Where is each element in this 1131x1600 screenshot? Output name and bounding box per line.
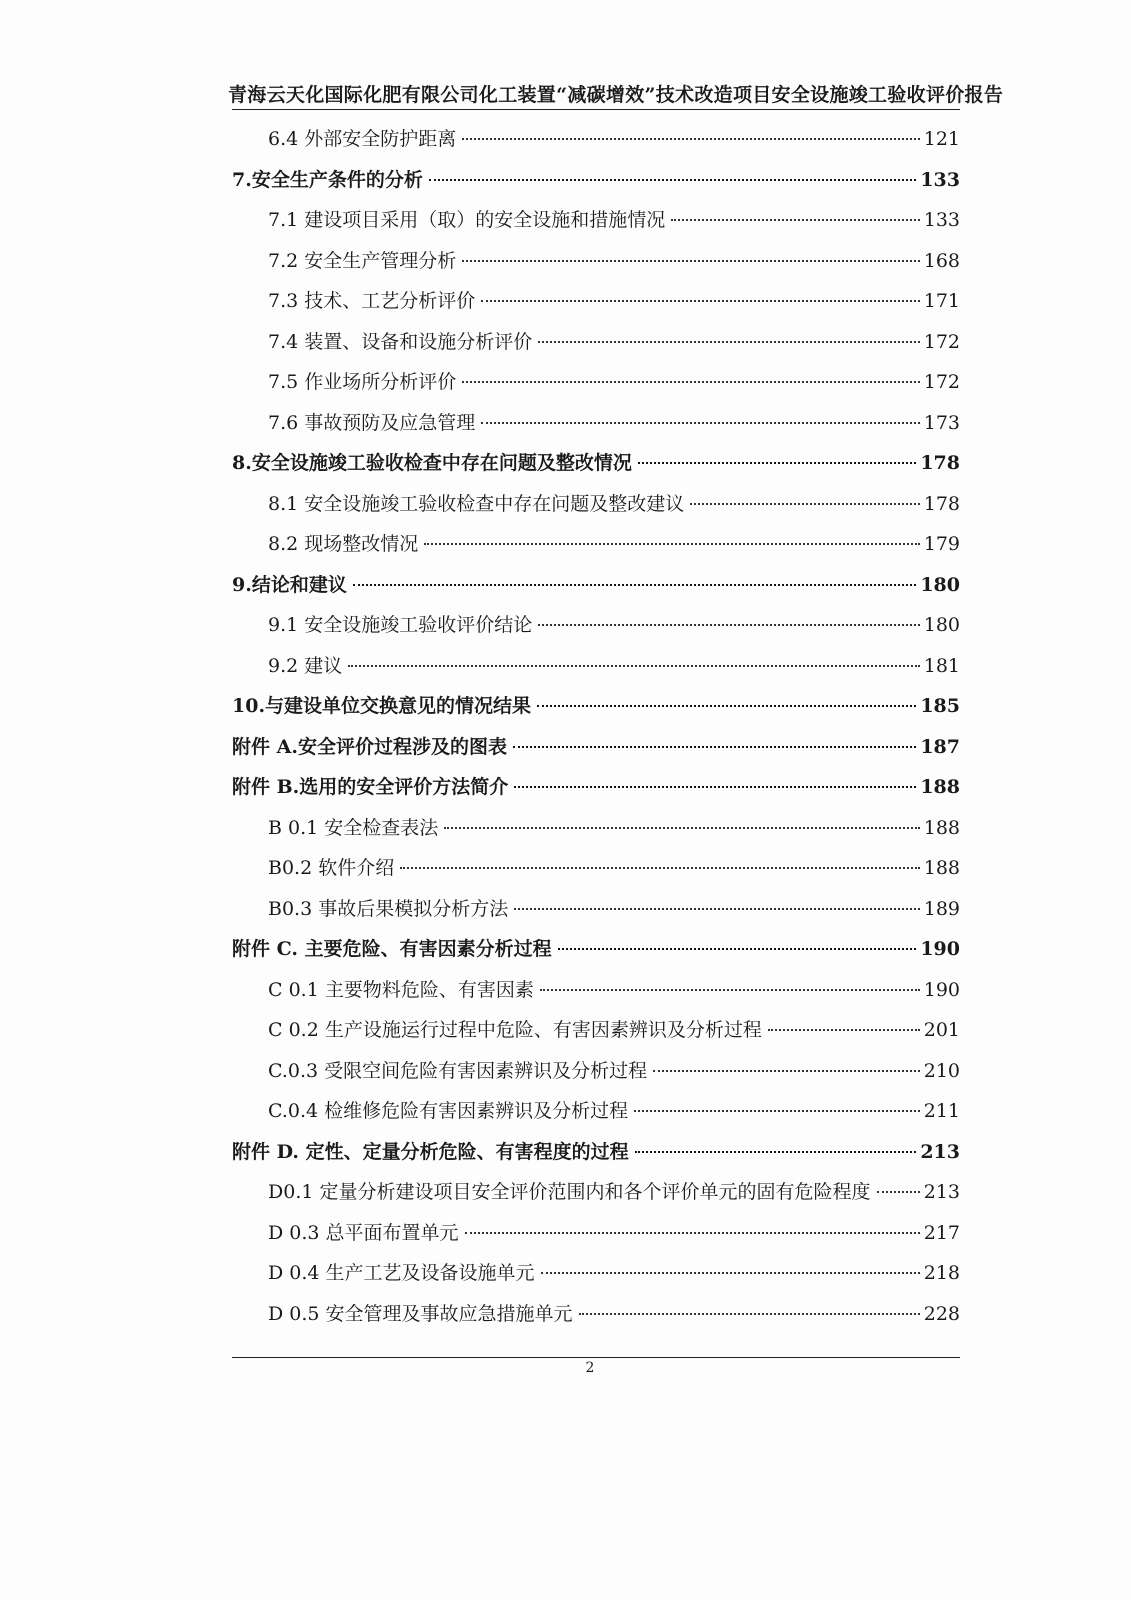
toc-entry[interactable]	[268, 367, 960, 397]
toc-dot-leader	[514, 908, 920, 910]
page-number: 2	[585, 1360, 595, 1376]
toc-dot-leader	[538, 341, 919, 343]
toc-dot-leader	[481, 300, 919, 302]
toc-entry[interactable]	[268, 1015, 960, 1045]
toc-entry-label: 8.安全设施竣工验收检查中存在问题及整改情况	[232, 452, 632, 474]
toc-entry-page-number: 180	[923, 614, 960, 636]
toc-entry-page-number: 228	[923, 1302, 960, 1325]
toc-entry-page-number: 185	[920, 695, 960, 717]
toc-entry-label: 7.6 事故预防及应急管理	[268, 411, 476, 434]
toc-dot-leader	[444, 827, 919, 829]
toc-entry[interactable]	[232, 448, 960, 478]
toc-entry-label: 7.2 安全生产管理分析	[268, 249, 457, 272]
toc-entry-page-number: 190	[923, 978, 960, 1001]
toc-entry-label: 附件 D. 定性、定量分析危险、有害程度的过程	[232, 1140, 629, 1163]
toc-entry-page-number: 217	[923, 1221, 960, 1244]
toc-entry-page-number: 168	[923, 249, 960, 272]
toc-dot-leader	[429, 179, 916, 181]
toc-dot-leader	[514, 786, 916, 788]
toc-dot-leader	[462, 381, 919, 383]
toc-entry-page-number: 218	[923, 1262, 960, 1284]
toc-entry[interactable]	[268, 1096, 960, 1126]
toc-dot-leader	[462, 260, 919, 262]
toc-entry-page-number: 190	[920, 938, 960, 960]
toc-entry-page-number: 133	[923, 209, 960, 231]
toc-entry-page-number: 188	[923, 816, 960, 839]
toc-dot-leader	[462, 138, 919, 140]
footer-divider	[232, 1357, 960, 1358]
toc-entry-label: 9.2 建议	[268, 654, 343, 677]
toc-dot-leader	[653, 1070, 920, 1072]
toc-entry-page-number: 133	[920, 168, 960, 191]
toc-entry-page-number: 178	[923, 492, 960, 515]
toc-entry-label: D 0.5 安全管理及事故应急措施单元	[268, 1302, 573, 1325]
toc-dot-leader	[579, 1313, 920, 1315]
toc-entry-page-number: 178	[920, 452, 960, 474]
toc-dot-leader	[690, 503, 919, 505]
toc-dot-leader	[877, 1191, 920, 1193]
toc-entry[interactable]	[268, 408, 960, 438]
toc-entry-label: B0.3 事故后果模拟分析方法	[268, 897, 509, 920]
toc-entry-page-number: 187	[920, 735, 960, 758]
toc-entry-label: 9.1 安全设施竣工验收评价结论	[268, 614, 533, 636]
toc-entry-page-number: 121	[923, 128, 960, 150]
toc-entry-label: 附件 B.选用的安全评价方法简介	[232, 776, 509, 798]
toc-entry-label: C.0.4 检维修危险有害因素辨识及分析过程	[268, 1100, 629, 1122]
toc-dot-leader	[638, 462, 916, 464]
toc-entry-label: 7.4 装置、设备和设施分析评价	[268, 330, 533, 353]
toc-entry-label: D 0.3 总平面布置单元	[268, 1221, 459, 1244]
toc-entry[interactable]	[268, 1258, 960, 1288]
toc-entry-label: 附件 C. 主要危险、有害因素分析过程	[232, 938, 552, 960]
toc-entry-label: C 0.2 生产设施运行过程中危险、有害因素辨识及分析过程	[268, 1019, 762, 1041]
toc-dot-leader	[635, 1151, 917, 1153]
toc-entry[interactable]	[268, 975, 960, 1005]
toc-entry-page-number: 173	[923, 411, 960, 434]
toc-entry-page-number: 213	[923, 1181, 960, 1203]
toc-entry-page-number: 201	[923, 1019, 960, 1041]
toc-entry-page-number: 213	[920, 1140, 960, 1163]
toc-dot-leader	[424, 543, 919, 545]
toc-entry-label: C.0.3 受限空间危险有害因素辨识及分析过程	[268, 1059, 648, 1082]
toc-entry[interactable]	[232, 772, 960, 802]
toc-entry-page-number: 189	[923, 897, 960, 920]
toc-entry[interactable]	[268, 853, 960, 883]
toc-entry[interactable]	[232, 934, 960, 964]
toc-entry-page-number: 181	[923, 654, 960, 677]
toc-dot-leader	[541, 1272, 920, 1274]
header-divider	[232, 109, 960, 110]
toc-entry-label: D0.1 定量分析建设项目安全评价范围内和各个评价单元的固有危险程度	[268, 1181, 871, 1203]
toc-entry-label: B0.2 软件介绍	[268, 857, 395, 879]
toc-entry-page-number: 180	[920, 573, 960, 596]
toc-entry-page-number: 188	[923, 857, 960, 879]
toc-entry-page-number: 172	[923, 330, 960, 353]
toc-entry[interactable]	[268, 1299, 960, 1329]
toc-entry[interactable]	[268, 205, 960, 235]
toc-dot-leader	[353, 584, 916, 586]
toc-entry[interactable]	[232, 1137, 960, 1167]
toc-entry[interactable]	[268, 651, 960, 681]
toc-dot-leader	[348, 665, 919, 667]
toc-entry-page-number: 179	[923, 533, 960, 555]
running-header-title: 青海云天化国际化肥有限公司化工装置“减碳增效”技术改造项目安全设施竣工验收评价报告	[228, 84, 1004, 106]
toc-dot-leader	[538, 624, 919, 626]
toc-entry[interactable]	[268, 1218, 960, 1248]
toc-dot-leader	[481, 422, 919, 424]
toc-entry[interactable]	[268, 610, 960, 640]
toc-entry-label: 7.5 作业场所分析评价	[268, 371, 457, 393]
toc-dot-leader	[537, 705, 916, 707]
toc-entry[interactable]	[268, 246, 960, 276]
toc-entry[interactable]	[268, 894, 960, 924]
toc-entry-page-number: 211	[923, 1100, 960, 1122]
toc-entry-label: 10.与建设单位交换意见的情况结果	[232, 695, 532, 717]
toc-dot-leader	[465, 1232, 920, 1234]
toc-entry-label: 7.3 技术、工艺分析评价	[268, 290, 476, 312]
toc-entry-label: 附件 A.安全评价过程涉及的图表	[232, 735, 507, 758]
toc-entry-label: C 0.1 主要物料危险、有害因素	[268, 978, 534, 1001]
toc-entry-label: 8.2 现场整改情况	[268, 533, 419, 555]
toc-entry-label: 7.1 建设项目采用（取）的安全设施和措施情况	[268, 209, 666, 231]
toc-dot-leader	[540, 989, 920, 991]
toc-entry[interactable]	[268, 286, 960, 316]
toc-entry[interactable]	[232, 165, 960, 195]
toc-entry-label: 6.4 外部安全防护距离	[268, 128, 457, 150]
toc-dot-leader	[513, 746, 916, 748]
toc-dot-leader	[768, 1029, 920, 1031]
toc-entry-page-number: 171	[923, 290, 960, 312]
toc-entry[interactable]	[232, 570, 960, 600]
toc-dot-leader	[400, 867, 920, 869]
toc-entry[interactable]	[232, 691, 960, 721]
toc-entry[interactable]	[268, 489, 960, 519]
toc-entry-page-number: 210	[923, 1059, 960, 1082]
toc-entry[interactable]	[268, 1177, 960, 1207]
toc-dot-leader	[634, 1110, 920, 1112]
toc-entry-page-number: 188	[920, 776, 960, 798]
toc-entry[interactable]	[232, 732, 960, 762]
toc-entry-label: D 0.4 生产工艺及设备设施单元	[268, 1262, 535, 1284]
toc-entry-label: 7.安全生产条件的分析	[232, 168, 423, 191]
toc-entry-page-number: 172	[923, 371, 960, 393]
toc-dot-leader	[558, 948, 917, 950]
toc-entry-label: 9.结论和建议	[232, 573, 347, 596]
toc-dot-leader	[671, 219, 919, 221]
toc-entry[interactable]	[268, 124, 960, 154]
toc-entry[interactable]	[268, 529, 960, 559]
toc-entry[interactable]	[268, 813, 960, 843]
toc-entry[interactable]	[268, 327, 960, 357]
toc-entry-label: 8.1 安全设施竣工验收检查中存在问题及整改建议	[268, 492, 685, 515]
toc-entry[interactable]	[268, 1056, 960, 1086]
toc-entry-label: B 0.1 安全检查表法	[268, 816, 439, 839]
